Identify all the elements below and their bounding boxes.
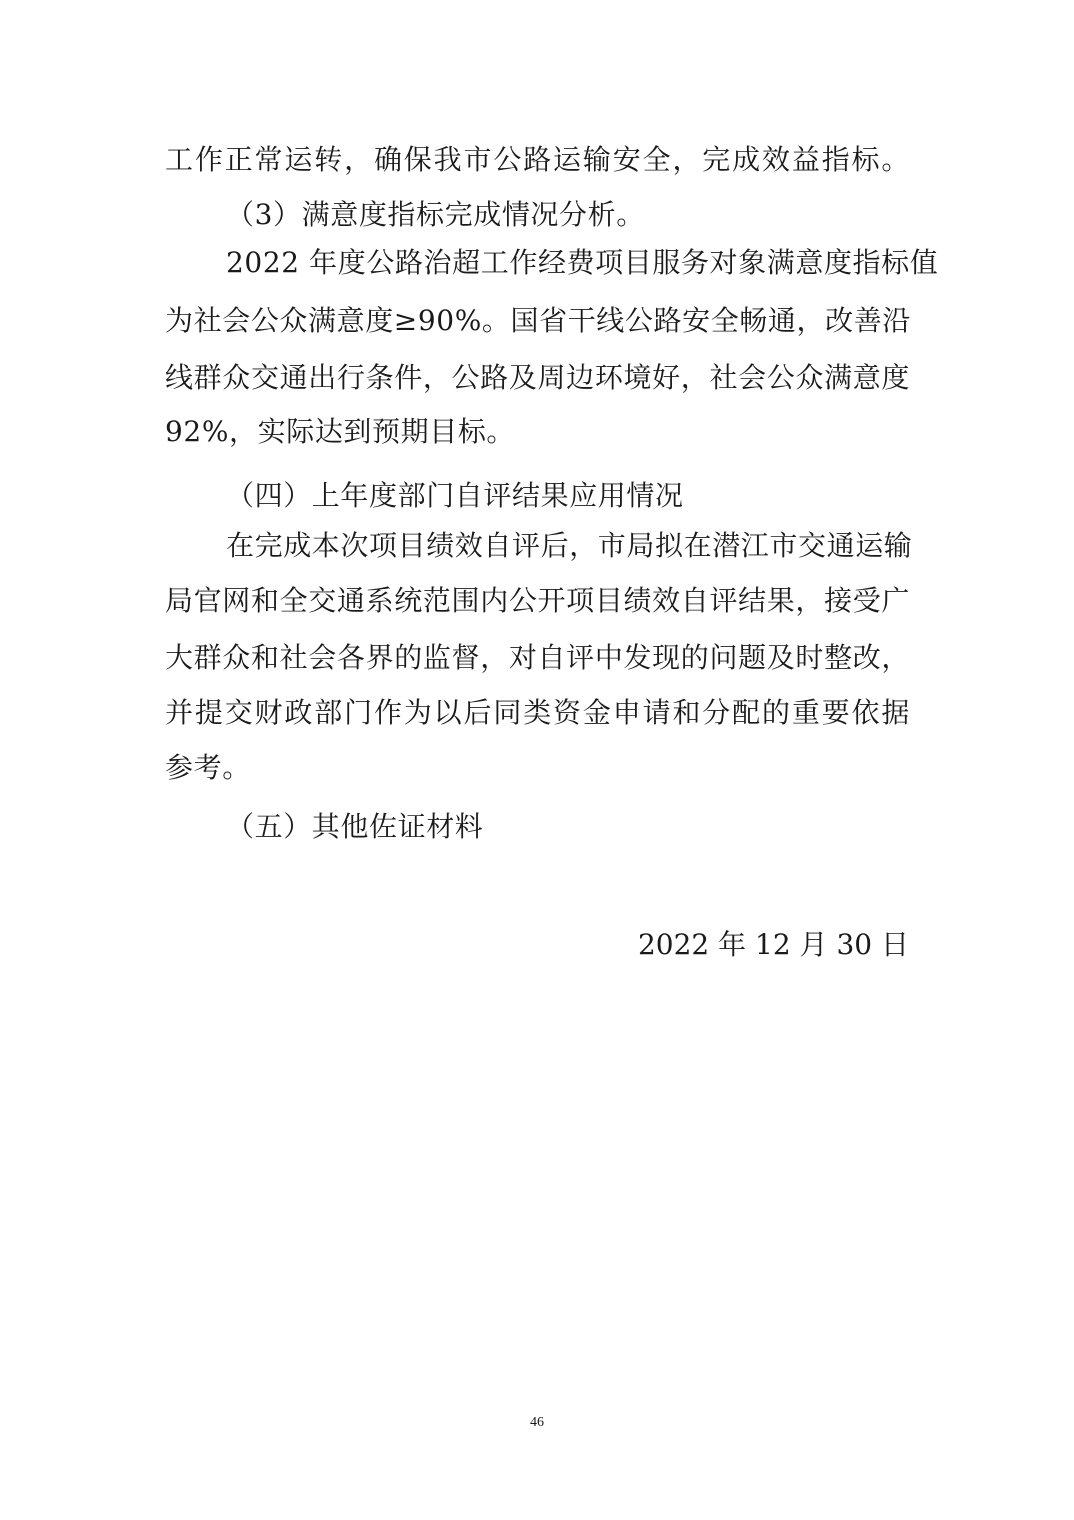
section-heading-other-materials: （五）其他佐证材料 xyxy=(226,810,484,843)
paragraph-line: 工作正常运转，确保我市公路运输安全，完成效益指标。 xyxy=(165,143,910,176)
paragraph-line: 线群众交通出行条件，公路及周边环境好，社会公众满意度 xyxy=(165,361,910,394)
document-date: 2022 年 12 月 30 日 xyxy=(637,928,909,961)
section-heading-satisfaction: （3）满意度指标完成情况分析。 xyxy=(226,198,645,231)
paragraph-line: 在完成本次项目绩效自评后，市局拟在潜江市交通运输 xyxy=(226,529,913,562)
paragraph-line: 并提交财政部门作为以后同类资金申请和分配的重要依据 xyxy=(165,696,910,729)
paragraph-line: 2022 年度公路治超工作经费项目服务对象满意度指标值 xyxy=(226,246,939,279)
paragraph-line: 局官网和全交通系统范围内公开项目绩效自评结果，接受广 xyxy=(165,584,910,617)
paragraph-line: 92%，实际达到预期目标。 xyxy=(165,415,516,448)
paragraph-line: 参考。 xyxy=(165,751,251,784)
paragraph-line: 为社会公众满意度≥90%。国省干线公路安全畅通，改善沿 xyxy=(165,304,911,337)
section-heading-self-evaluation: （四）上年度部门自评结果应用情况 xyxy=(226,479,684,512)
paragraph-line: 大群众和社会各界的监督，对自评中发现的问题及时整改， xyxy=(165,641,910,674)
page-number: 46 xyxy=(530,1415,544,1430)
